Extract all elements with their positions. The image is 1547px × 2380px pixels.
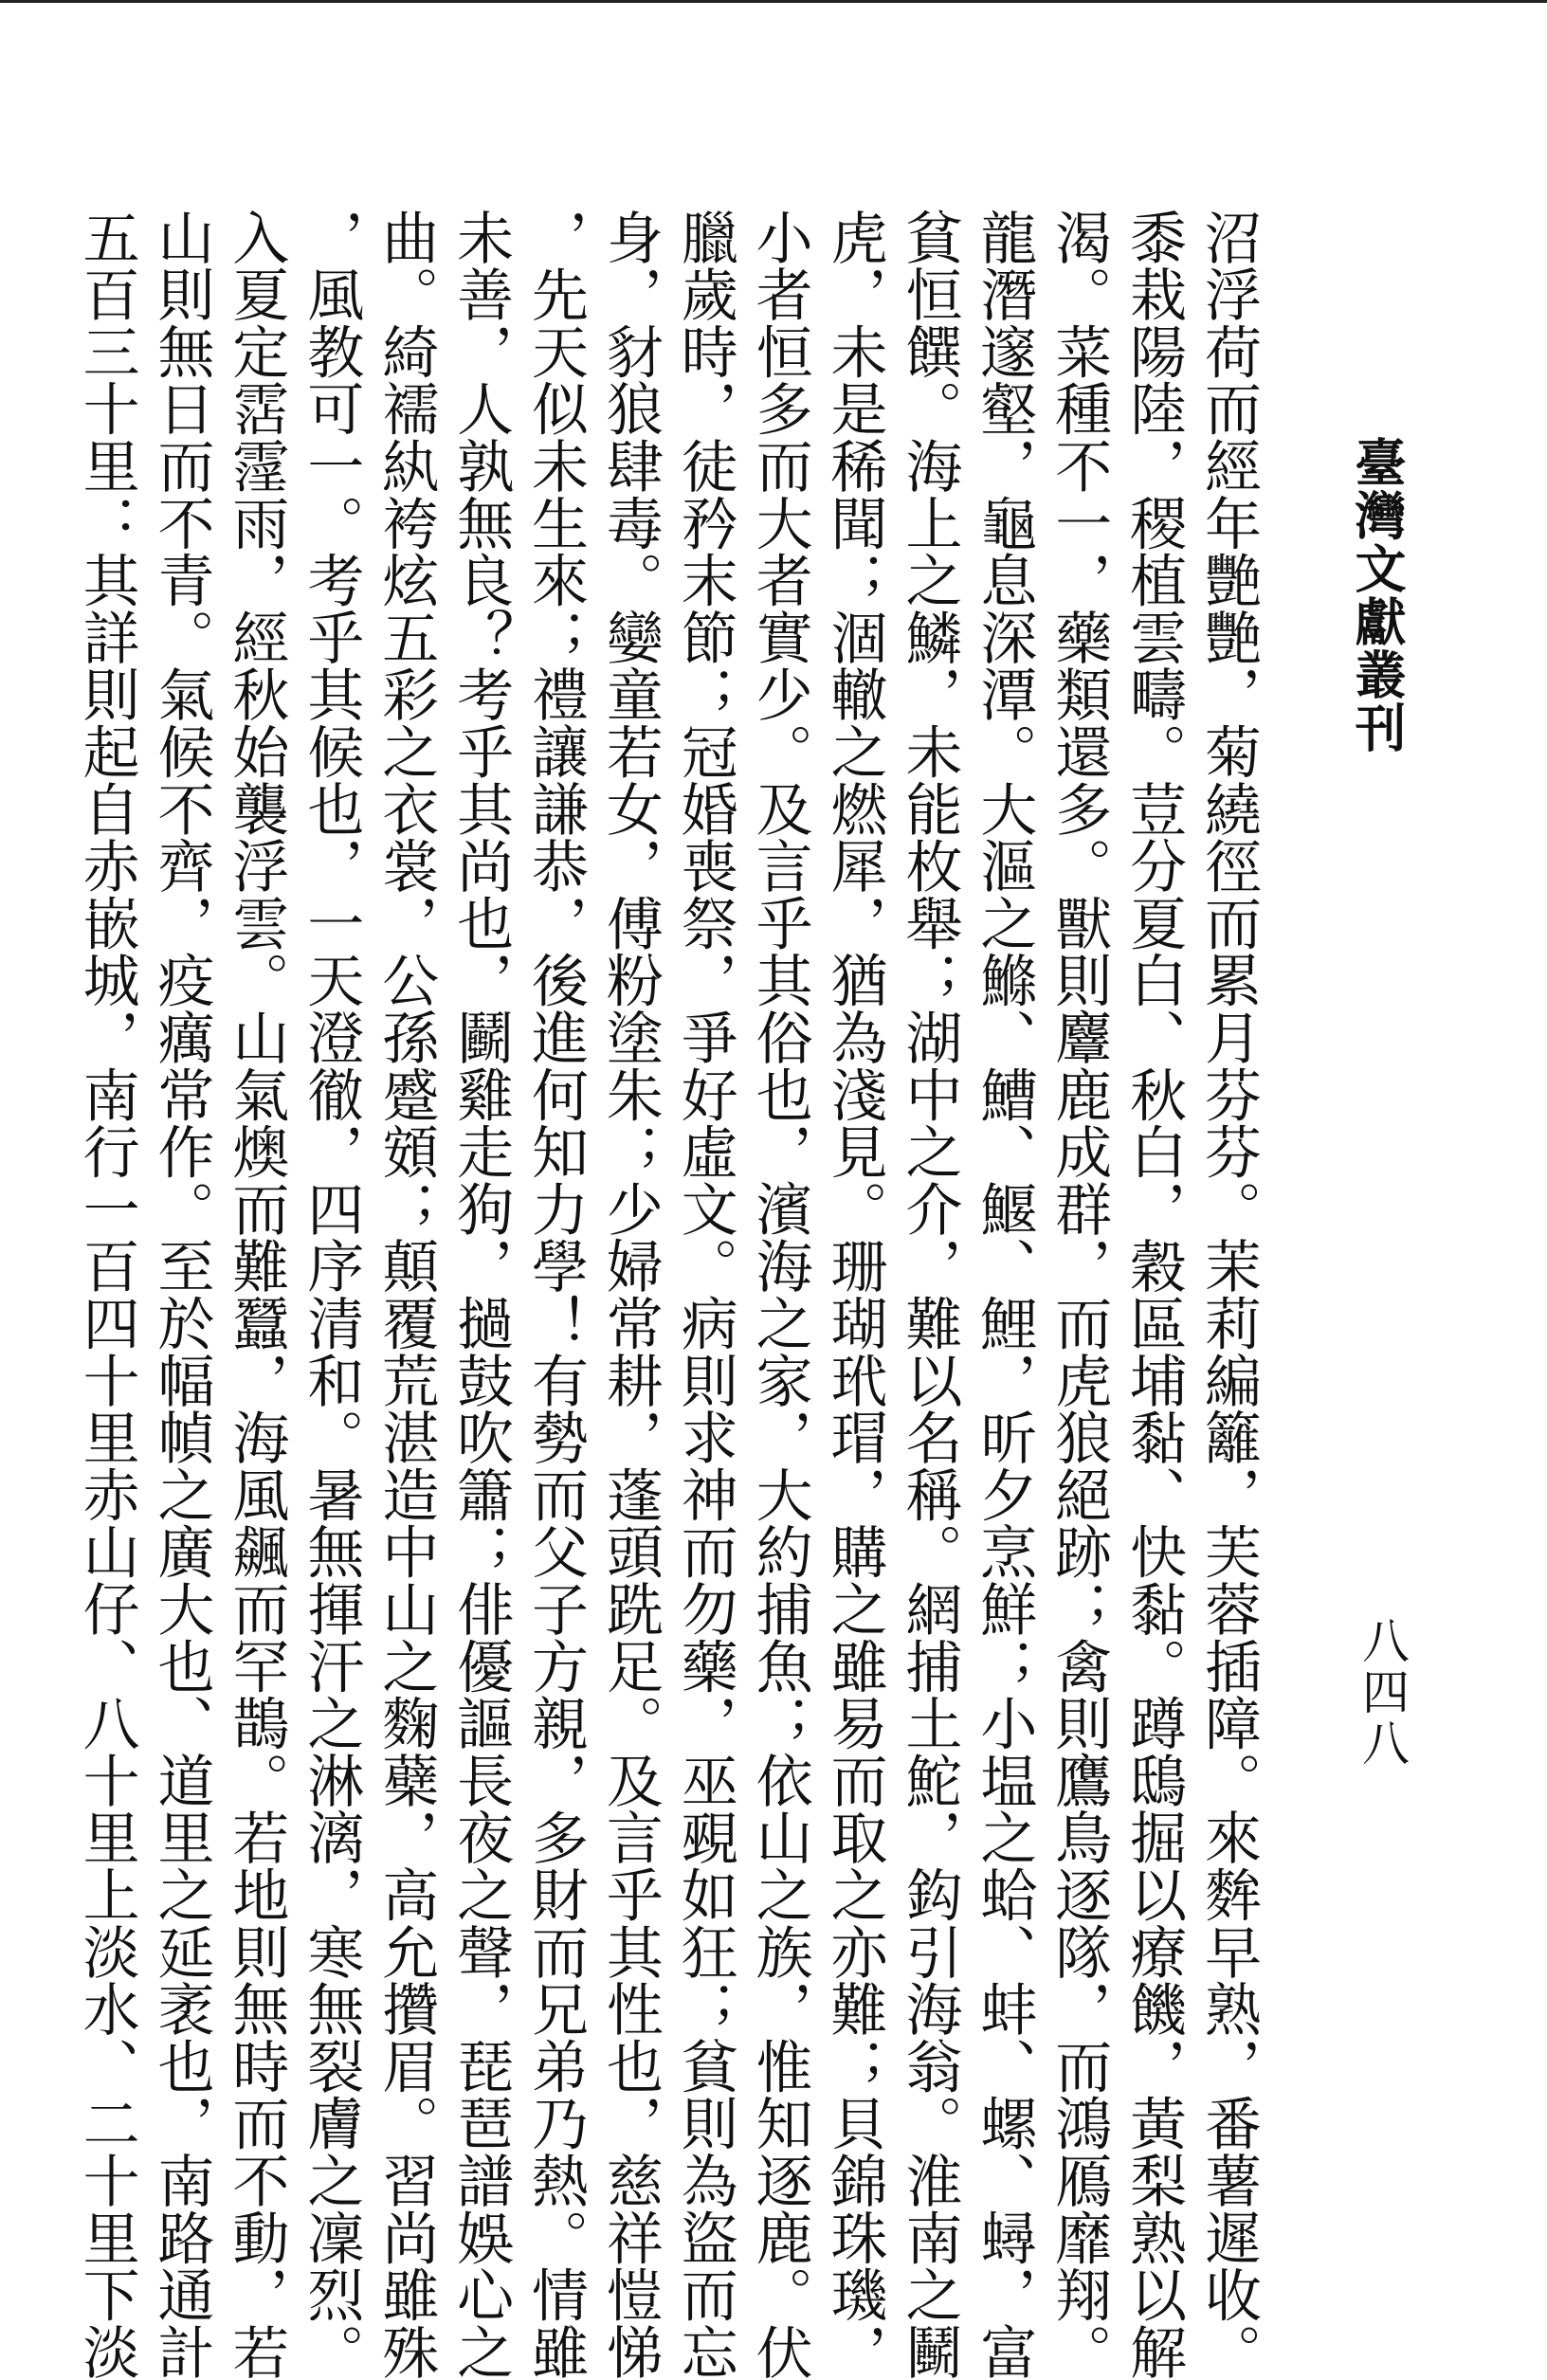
text-column: 貧恒饌。海上之鱗，未能枚舉；湖中之介，難以名稱。網捕土鮀，鈎引海翁。淮南之鬭 [896,209,963,2380]
text-column: ，先天似未生來；禮讓謙恭，後進何知力學！有勢而父子方親，多財而兄弟乃熱。情雖 [521,209,589,2380]
text-column: ，風教可一。考乎其候也，一天澄徹，四序清和。暑無揮汗之淋漓，寒無裂膚之凜烈。 [298,209,365,2380]
text-column: 身，豺狼肆毒。孌童若女，傅粉塗朱；少婦常耕，蓬頭跣足。及言乎其性也，慈祥愷悌 [596,209,664,2380]
text-column: 曲。綺襦紈袴炫五彩之衣裳，公孫蹙頞；顛覆荒湛造中山之麴蘗，高允攢眉。習尚雖殊 [373,209,440,2380]
text-column: 黍栽陽陸，稷植雲疇。荳分夏白、秋白，穀區埔黏、快黏。蹲鴟掘以療饑，黃梨熟以解 [1120,209,1188,2380]
running-head: 臺灣文獻叢刊 [1347,436,1408,754]
text-column: 龍潛邃壑，龜息深潭。大漚之鰷、鰽、鰋、鯉，昕夕烹鮮；小塭之蛤、蚌、螺、蟳，富 [971,209,1038,2380]
text-column: 五百三十里：其詳則起自赤嵌城，南行一百四十里赤山仔、八十里上淡水、二十里下淡 [73,209,140,2380]
text-column: 虎，未是稀聞；涸轍之燃犀，猶為淺見。珊瑚玳瑁，購之雖易而取之亦難；貝錦珠璣， [821,209,888,2380]
text-column: 入夏定霑霪雨，經秋始襲浮雲。山氣燠而難蠶，海風飆而罕鵲。若地則無時而不動，若 [223,209,290,2380]
text-column: 小者恒多而大者實少。及言乎其俗也，濱海之家，大約捕魚；依山之族，惟知逐鹿。伏 [746,209,813,2380]
text-column: 沼浮荷而經年艷艷，菊繞徑而累月芬芬。茉莉編籬，芙蓉插障。來麰早熟，番薯遲收。 [1195,209,1262,2380]
text-column: 臘歲時，徒矜末節；冠婚喪祭，爭好虛文。病則求神而勿藥，巫覡如狂；貧則為盜而忘 [671,209,738,2380]
text-column: 山則無日而不青。氣候不齊，疫癘常作。至於幅幀之廣大也、道里之延袤也，南路通計 [148,209,215,2380]
top-border-rule [0,0,1547,3]
text-column: 未善，人孰無良？考乎其尚也，鬬雞走狗，撾鼓吹簫；俳優謳長夜之聲，琵琶譜娛心之 [447,209,515,2380]
text-column: 渴。菜種不一，藥類還多。獸則麞鹿成群，而虎狼絕跡；禽則鷹鳥逐隊，而鴻鴈靡翔。 [1046,209,1113,2380]
body-text [73,209,1265,2380]
page-number: 八四八 [1355,1616,1410,1770]
